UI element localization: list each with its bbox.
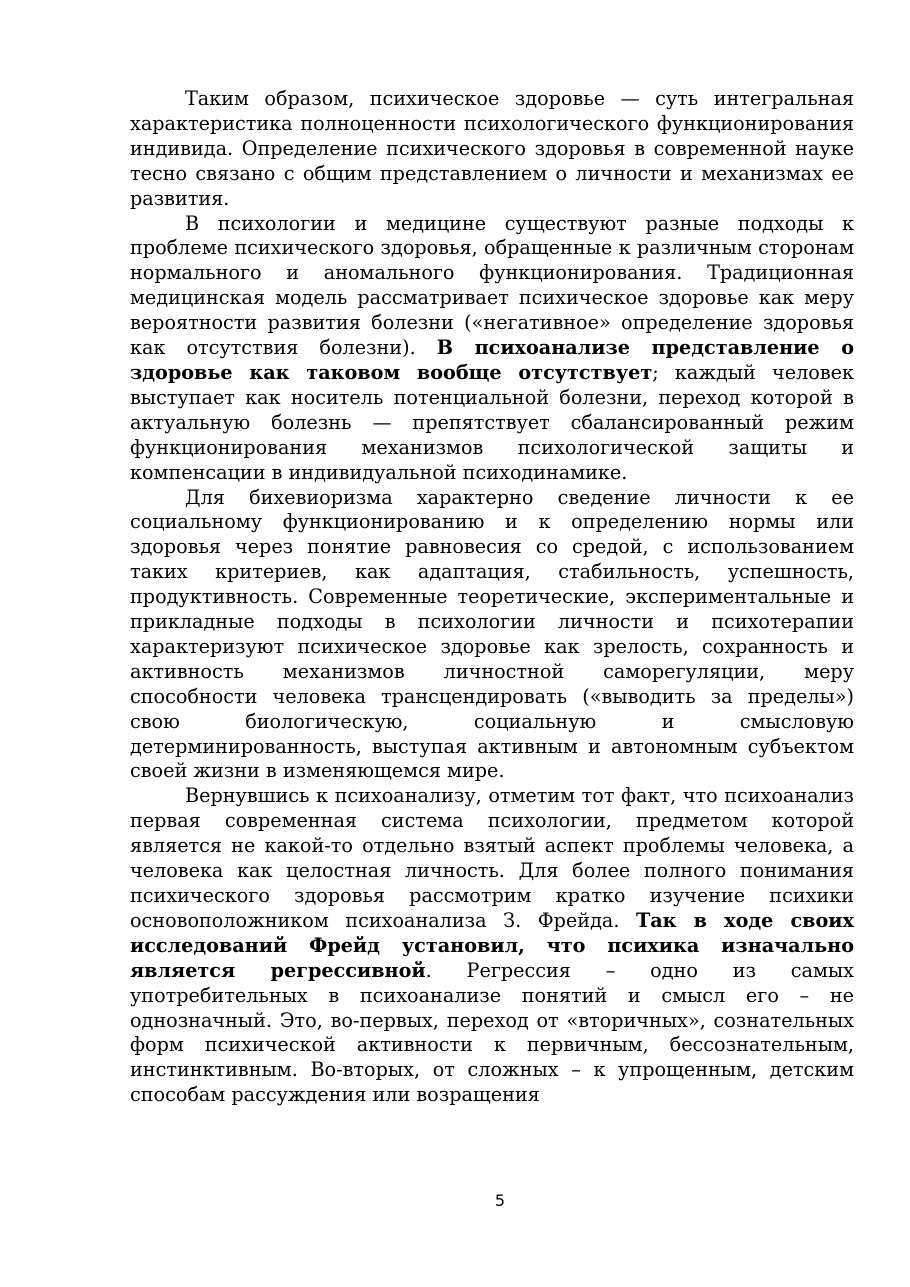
paragraph [130, 212, 854, 486]
paragraph [130, 486, 854, 785]
paragraph-text: Вернувшись к психоанализу, отметим тот факт, что психоанализ первая современная система психологии, предметом которой является не какой-то отдельно взятый аспект проблемы человека, а человека как целостная личность. Для более полного понимания психического здоровья рассмотрим кратко изучение психики основоположником психоанализа З. Фрейда. [130, 784, 854, 932]
paragraph-text: ; каждый человек выступает как носитель потенциальной болезни, переход которой в актуальную болезнь — препятствует сбалансированный режим функционирования механизмов психологической защиты и компенсации в индивидуальной психодинамике. [130, 360, 854, 484]
paragraph [130, 784, 854, 1108]
page-number: 5 [494, 1191, 506, 1210]
paragraph-text: . Регрессия – одно из самых употребительных в психоанализе понятий и смысл его – не однозначный. Это, во-первых, переход от «вторичных», сознательных форм психической активности к первичным, бессознательным, инстинктивным. Во-вторых, от сложных – к упрощенным, детским способам рассуждения или возращения [130, 958, 854, 1107]
paragraph-text: Таким образом, психическое здоровье — суть интегральная характеристика полноценности психологического функционирования индивида. Определение психического здоровья в современной науке тесно связано с общим представлением о личности и механизмах ее развития. [130, 87, 854, 210]
paragraph-text: Для бихевиоризма характерно сведение личности к ее социальному функционированию и к определению нормы или здоровья через понятие равновесия со средой, с использованием таких критериев, как адаптация, стабильность, успешность, продуктивность. Современные теоретические, экспериментальные и прикладные подходы в психологии личности и психотерапии характеризуют психическое здоровье как зрелость, сохранность и активность механизмов личностной саморегуляции, меру способности человека трансцендировать («выводить за пределы») свою биологическую, социальную и смысловую детерминированность, выступая активным и автономным субъектом своей жизни в изменяющемся мире. [130, 485, 854, 783]
body-text [130, 87, 854, 1108]
bold-emphasis: В психоанализе представление о здоровье как таковом вообще отсутствует [130, 336, 855, 384]
bold-emphasis: Так в ходе своих исследований Фрейд установил, что психика изначально является регрессивной [130, 908, 854, 982]
paragraph [130, 87, 854, 212]
paragraph-text: В психологии и медицине существуют разные подходы к проблеме психического здоровья, обращенные к различным сторонам нормального и аномального функционирования. Традиционная медицинская модель рассматривает психическое здоровье как меру вероятности развития болезни («негативное» определение здоровья как отсутствия болезни). [130, 211, 854, 360]
